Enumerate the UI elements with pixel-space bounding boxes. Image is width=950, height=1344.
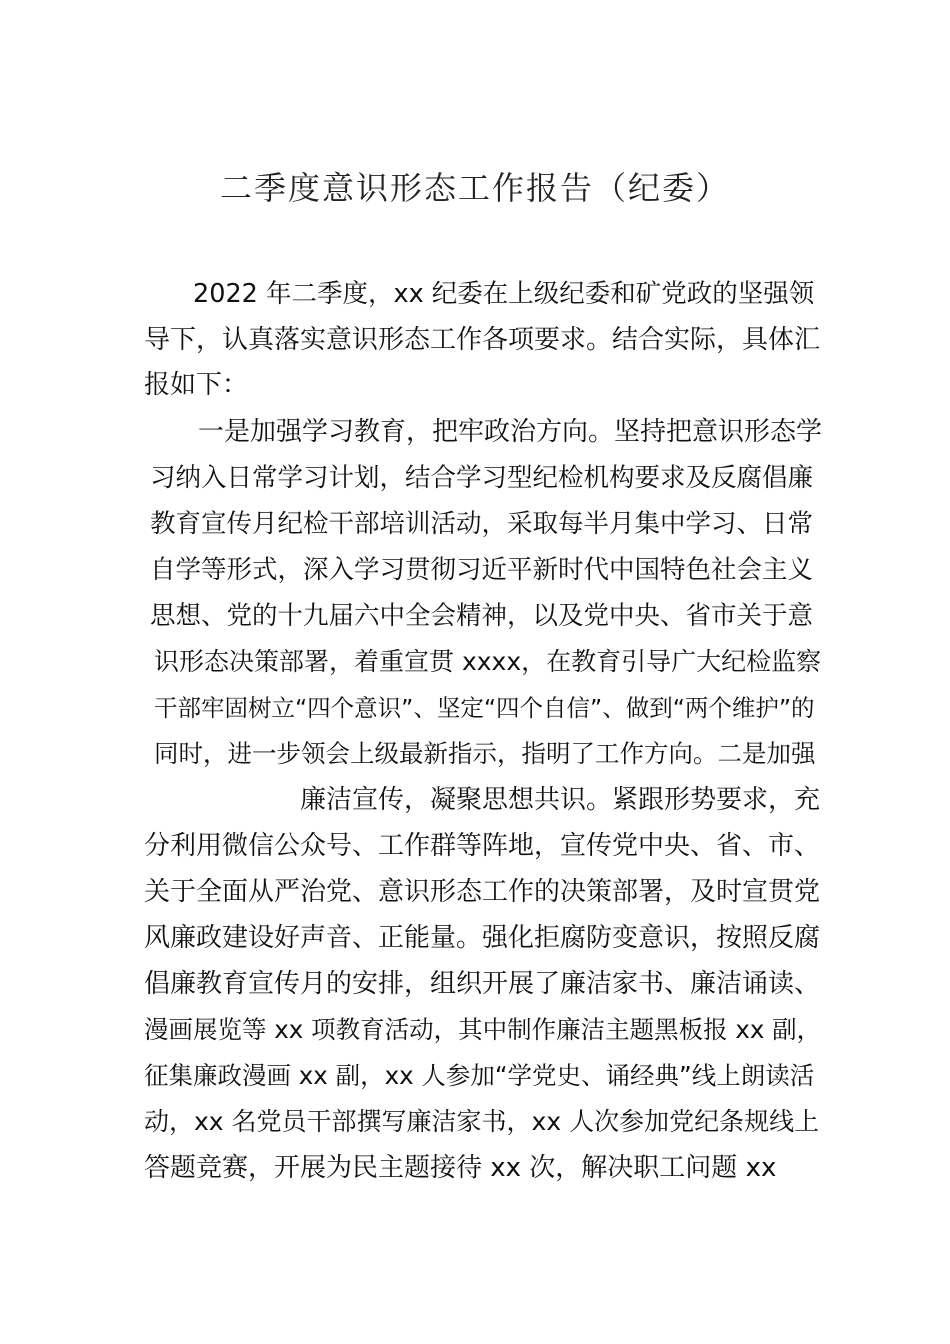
body-line-10: 干部牢固树立“四个意识”、坚定“四个自信”、做到“两个维护”的 bbox=[154, 694, 815, 722]
body-line-15: 风廉政建设好声音、正能量。强化拒腐防变意识，按照反腐 bbox=[144, 923, 821, 953]
body-line-1: 2022 年二季度，xx 纪委在上级纪委和矿党政的坚强领 bbox=[193, 279, 815, 309]
body-line-7: 自学等形式，深入学习贯彻习近平新时代中国特色社会主义 bbox=[150, 555, 814, 585]
body-line-4: 一是加强学习教育，把牢政治方向。坚持把意识形态学 bbox=[198, 417, 823, 447]
body-line-17: 漫画展览等 xx 项教育活动，其中制作廉洁主题黑板报 xx 副， bbox=[144, 1015, 822, 1044]
body-line-19: 动，xx 名党员干部撰写廉洁家书，xx 人次参加党纪条规线上 bbox=[144, 1107, 820, 1136]
body-line-18: 征集廉政漫画 xx 副，xx 人参加“学党史、诵经典”线上朗读活 bbox=[144, 1061, 815, 1090]
body-line-8: 思想、党的十九届六中全会精神，以及党中央、省市关于意 bbox=[150, 601, 814, 631]
document-title: 二季度意识形态工作报告（纪委） bbox=[219, 169, 730, 207]
body-line-20: 答题竞赛，开展为民主题接待 xx 次，解决职工问题 xx bbox=[144, 1153, 777, 1183]
body-line-3: 报如下： bbox=[144, 370, 249, 400]
body-line-9: 识形态决策部署，着重宣贯 xxxx，在教育引导广大纪检监察 bbox=[154, 647, 822, 676]
body-line-6: 教育宣传月纪检干部培训活动，采取每半月集中学习、日常 bbox=[150, 509, 814, 539]
body-line-12: 廉洁宣传，凝聚思想共识。紧跟形势要求，充 bbox=[300, 785, 821, 815]
body-line-5: 习纳入日常学习计划，结合学习型纪检机构要求及反腐倡廉 bbox=[150, 463, 814, 493]
body-line-14: 关于全面从严治党、意识形态工作的决策部署，及时宣贯党 bbox=[144, 877, 821, 907]
body-line-16: 倡廉教育宣传月的安排，组织开展了廉洁家书、廉洁诵读、 bbox=[144, 969, 821, 999]
body-line-2: 导下，认真落实意识形态工作各项要求。结合实际，具体汇 bbox=[144, 325, 821, 355]
body-line-11: 同时，进一步领会上级最新指示，指明了工作方向。二是加强 bbox=[154, 739, 816, 768]
body-line-13: 分利用微信公众号、工作群等阵地，宣传党中央、省、市、 bbox=[144, 831, 821, 861]
